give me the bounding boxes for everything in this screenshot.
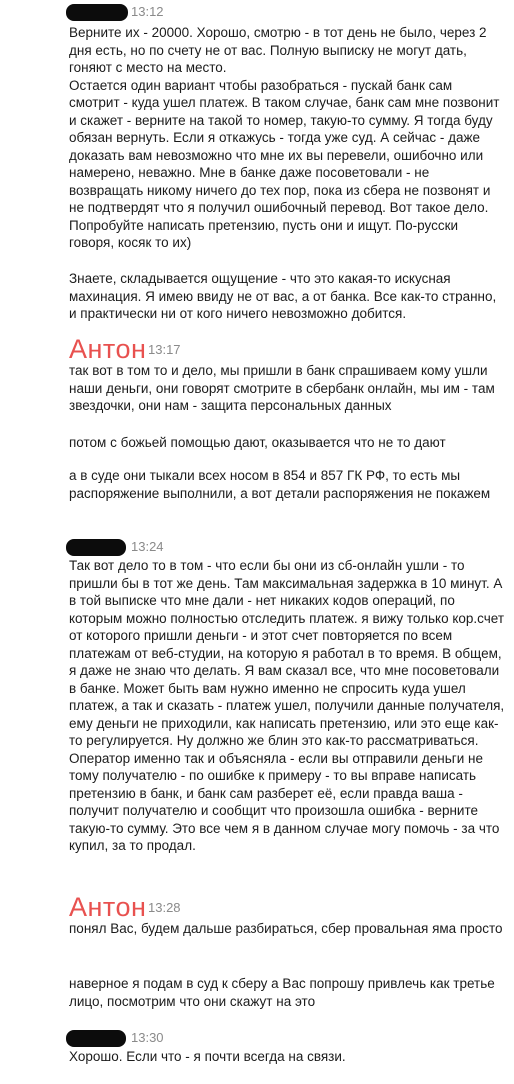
message-header (0, 0, 514, 24)
message-text: а в суде они тыкали всех носом в 854 и 857 ГК РФ, то есть мы распоряжение выполнили, а вот детали распоряжения не покажем (69, 468, 491, 501)
message-3 (0, 535, 514, 853)
redacted-sender-name (66, 4, 128, 21)
message-text: Так вот дело то в том - что если бы они из сб-онлайн ушли - то пришли бы в тот же день. Там максимальная задержка в 10 минут. А в той выписке что мне дали - нет никаких кодов операций, по которым можно полностью отследить платеж. я вижу только кор.счет от которого пришли деньги - и этот счет повторяется по всем платежам от веб-студии, на которую я работал в то время. В общем, я даже не знаю что делать. Я вам сказал все, что мне посоветовали в банке. Может быть вам нужно именно не спросить куда ушел платеж, а так и сказать - платеж ушел, получили данные получателя, ему деньги не приходили, как написать претензию, или это еще как-то регулируется. Ну должно же блин это как-то рассматриваться. Оператор именно так и объясняла - если вы отправили деньги не тому получателю - по ошибке к примеру - то вы вправе написать претензию в банк, и банк сам разберет её, если правда ваша - получит получателю и сообщит что произошла ошибка - верните такую-то сумму. Это все чем я в данном случае могу помочь - за что купил, за то продал. (69, 558, 508, 853)
message-header (0, 334, 514, 364)
message-time: 13:30 (131, 1030, 164, 1045)
sender-name[interactable]: Антон (69, 334, 147, 364)
message-2 (0, 334, 514, 501)
message-text: наверное я подам в суд к сберу а Вас попрошу привлечь как третье лицо, посмотрим что они скажут на это (69, 976, 499, 1009)
message-text: Верните их - 20000. Хорошо, смотрю - в тот день не было, через 2 дня есть, но по счету не от вас. Полную выписку не могут дать, гоняют с место на место. Остается один вариант чтобы разобраться - пускай банк сам смотрит - куда ушел платеж. В таком случае, банк сам мне позвонит и скажет - верните на такой то номер, такую-то сумму. Я тогда буду обязан вернуть. Если я откажусь - тогда уже суд. А сейчас - даже доказать вам невозможно что мне их вы перевели, ошибочно или намерено, неважно. Мне в банке даже посоветовали - не возвращать никому ничего до тех пор, пока из сбера не позвонят и не подтвердят что я получил ошибочный перевод. Вот такое дело. Попробуйте написать претензию, пусть они и ищут. По-русски говоря, косяк то их) (69, 25, 500, 250)
message-time: 13:12 (131, 4, 164, 19)
message-text: потом с божьей помощью дают, оказывается что не то дают (69, 435, 446, 450)
redacted-sender-name (66, 1030, 126, 1047)
message-time: 13:28 (148, 900, 181, 915)
message-time: 13:24 (131, 539, 164, 554)
message-text: Знаете, складывается ощущение - что это какая-то искусная махинация. Я имею ввиду не от вас, а от банка. Все как-то странно, и практически ни от кого ничего невозможно добится. (69, 271, 501, 321)
message-4 (0, 892, 514, 1009)
message-time: 13:17 (148, 342, 181, 357)
sender-name[interactable]: Антон (69, 892, 147, 922)
message-text: так вот в том то и дело, мы пришли в банк спрашиваем кому ушли наши деньги, они говорят смотрите в сбербанк онлайн, мы им - там звездочки, они нам - защита персональных данных (69, 363, 499, 413)
message-1 (0, 0, 514, 321)
message-text: Хорошо. Если что - я почти всегда на связи. (69, 1049, 346, 1064)
message-header (0, 535, 514, 559)
message-5 (0, 1026, 514, 1064)
message-header (0, 1026, 514, 1050)
redacted-sender-name (66, 539, 126, 556)
message-text: понял Вас, будем дальше разбираться, сбер провальная яма просто (69, 921, 503, 936)
message-header (0, 892, 514, 922)
